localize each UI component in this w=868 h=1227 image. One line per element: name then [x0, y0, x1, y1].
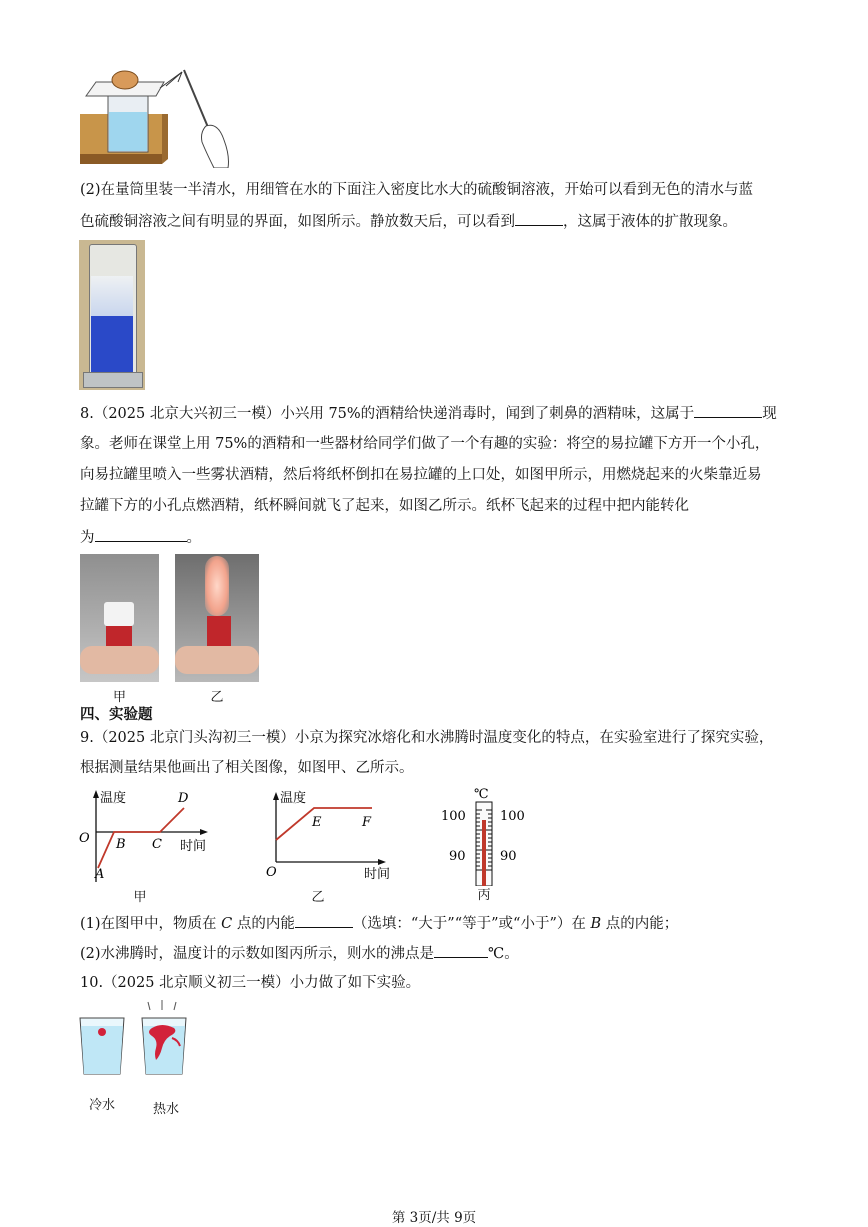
- graph-yi-point-e: E: [312, 815, 322, 830]
- thermometer-label-100-right: 100: [500, 809, 525, 824]
- q9-sub1-point-b: B: [590, 916, 602, 932]
- q9-line2: 根据测量结果他画出了相关图像，如图甲、乙所示。: [80, 760, 414, 776]
- graph-jia-ylabel: 温度: [100, 791, 127, 806]
- q9-sub1-point-c: C: [221, 916, 233, 932]
- q8-blank-2[interactable]: [95, 527, 187, 542]
- caption-hot-water: 热水: [152, 1102, 179, 1117]
- copper-sulfate-layer: [91, 316, 133, 374]
- q9-sub2: [80, 943, 519, 964]
- q9-sub1-text-a: (1)在图甲中，物质在: [80, 916, 222, 932]
- graph-jia-point-c: C: [152, 837, 162, 852]
- q8-line2: 象。老师在课堂上用 75%的酒精和一些器材给同学们做了一个有趣的实验：将空的易拉罐下方开一个小孔，: [80, 436, 770, 452]
- q7-2-answer-blank[interactable]: [515, 211, 563, 226]
- q7-2-line2-text-b: ，这属于液体的扩散现象。: [563, 214, 737, 230]
- q8-line1-text: 8.（2025 北京大兴初三一模）小兴用 75%的酒精给快递消毒时，闻到了刺鼻的酒精味，这属于: [80, 406, 695, 422]
- graph-yi: [264, 786, 394, 882]
- graph-yi-caption: 乙: [311, 890, 325, 905]
- thermometer-mercury: [482, 820, 486, 886]
- graph-jia-point-a: A: [95, 867, 105, 882]
- graph-yi-curve: [276, 808, 372, 840]
- caption-cold-water: 冷水: [88, 1098, 115, 1113]
- caption-jia: 甲: [112, 690, 126, 705]
- graph-yi-ylabel: 温度: [280, 791, 307, 806]
- q8-line5: [80, 527, 201, 548]
- q9-blank-2[interactable]: [434, 943, 488, 958]
- thermometer-label-100-left: 100: [441, 809, 466, 824]
- graph-yi-origin: O: [266, 865, 277, 880]
- q9-sub1: [80, 913, 678, 934]
- thermometer-label-90-left: 90: [449, 849, 466, 864]
- q9-sub1-text-c: （选填：“大于”“等于”或“小于”）在: [352, 916, 591, 932]
- photo-jia-can-cup: [80, 554, 159, 682]
- graph-jia: [76, 786, 222, 898]
- q10-line1: 10.（2025 北京顺义初三一模）小力做了如下实验。: [80, 975, 421, 991]
- q8-blank-1[interactable]: [694, 403, 762, 418]
- q7-2-line1: (2)在量筒里装一半清水，用细管在水的下面注入密度比水大的硫酸铜溶液，开始可以看到无色的清水与蓝: [80, 182, 754, 198]
- photo-yi-flying-cup: [175, 554, 259, 682]
- graph-jia-caption: 甲: [133, 890, 147, 905]
- thermometer-figure: [438, 786, 530, 886]
- q7-2-line2-text-a: 色硫酸铜溶液之间有明显的界面，如图所示。静放数天后，可以看到: [80, 214, 515, 230]
- q9-sub1-text-b: 点的内能: [232, 916, 295, 932]
- thermometer-unit: ℃: [474, 787, 489, 802]
- q8-line5-end: 。: [186, 530, 201, 546]
- graduated-cylinder-photo: [79, 240, 145, 390]
- graph-jia-curve: [98, 808, 184, 868]
- q8-line5-text: 为: [80, 530, 95, 546]
- graph-jia-point-b: B: [116, 837, 126, 852]
- q9-sub2-text-b: ℃。: [488, 946, 519, 962]
- thermometer-caption: 丙: [477, 888, 491, 903]
- graph-yi-point-f: F: [362, 815, 372, 830]
- graph-jia-point-d: D: [178, 791, 189, 806]
- cold-hot-water-figure: [76, 998, 196, 1082]
- q9-blank-1[interactable]: [295, 913, 353, 928]
- q8-line1-end: 现: [762, 406, 777, 422]
- q8-line4: 拉罐下方的小孔点燃酒精，纸杯瞬间就飞了起来，如图乙所示。纸杯飞起来的过程中把内能转化: [80, 498, 689, 514]
- q9-line1: 9.（2025 北京门头沟初三一模）小京为探究冰熔化和水沸腾时温度变化的特点，在实验室进行了探究实验，: [80, 730, 774, 746]
- caption-yi: 乙: [210, 690, 224, 705]
- q9-sub2-text-a: (2)水沸腾时，温度计的示数如图丙所示，则水的沸点是: [80, 946, 435, 962]
- q8-line3: 向易拉罐里喷入一些雾状酒精，然后将纸杯倒扣在易拉罐的上口处，如图甲所示，用燃烧起来的火柴靠近易: [80, 467, 762, 483]
- graph-jia-origin: O: [79, 831, 90, 846]
- egg-cup-figure: [78, 62, 238, 168]
- graph-yi-xlabel: 时间: [364, 867, 391, 882]
- section-title: 四、实验题: [80, 707, 153, 723]
- page-number: 第 3页/共 9页: [391, 1210, 477, 1226]
- q9-sub1-text-d: 点的内能；: [601, 916, 679, 932]
- q7-2-line2: [80, 211, 737, 232]
- graph-jia-xlabel: 时间: [180, 839, 207, 854]
- thermometer-label-90-right: 90: [500, 849, 517, 864]
- q8-line1: [80, 403, 777, 424]
